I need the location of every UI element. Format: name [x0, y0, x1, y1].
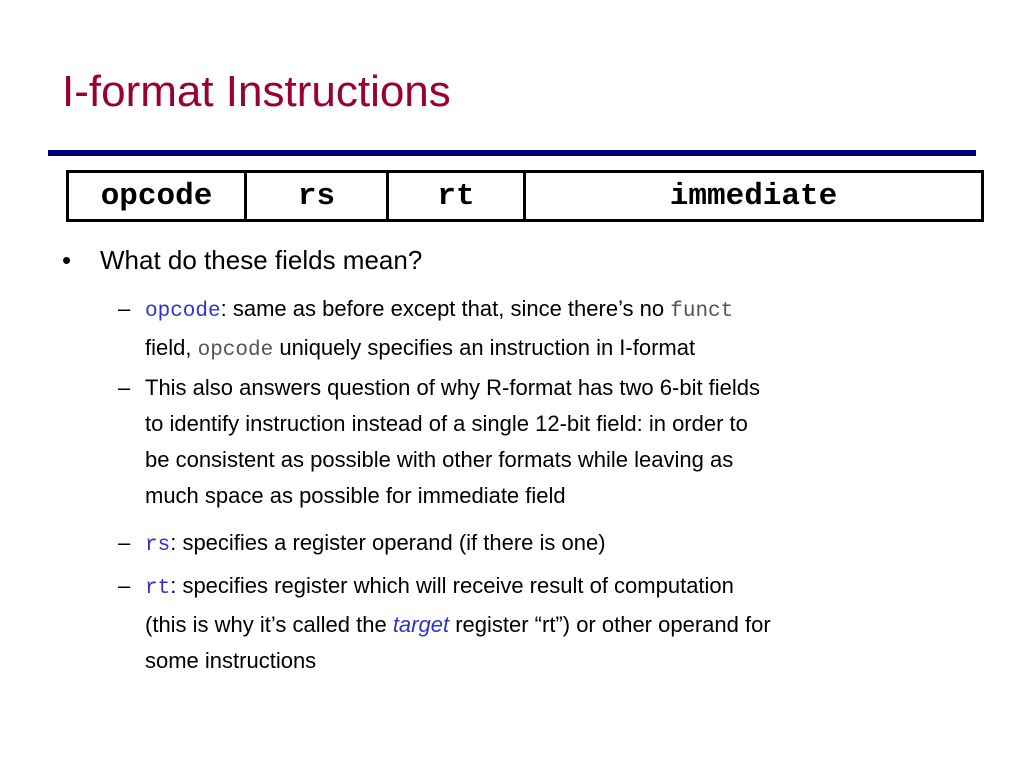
sub-item-text: : same as before except that, since there’s no [220, 296, 671, 321]
emphasis-target: target [392, 612, 450, 637]
main-bullet [62, 243, 422, 277]
sub-item-rs [118, 525, 978, 564]
sub-bullet-marker: – [118, 530, 131, 555]
field-opcode: opcode [100, 178, 213, 214]
sub-bullet-marker: – [118, 296, 131, 321]
sub-bullet-marker: – [118, 573, 131, 598]
sub-item-text: : specifies a register operand (if there is one) [170, 530, 606, 555]
term-rs: rs [145, 534, 171, 557]
sub-item-text: register “rt”) or other operand for [449, 612, 771, 637]
sub-item-text: uniquely specifies an instruction in I-format [273, 335, 696, 360]
bullet-marker: • [62, 245, 72, 275]
sub-item-text: (this is why it’s called the [145, 612, 393, 637]
slide-title: I-format Instructions [62, 67, 451, 116]
field-immediate: immediate [523, 173, 981, 219]
sub-item-line: to identify instruction instead of a single 12-bit field: in order to [145, 411, 748, 436]
field-rt: rt [386, 173, 523, 219]
title-divider [48, 150, 976, 156]
i-format-field-table [66, 170, 984, 222]
sub-item-explanation [118, 370, 978, 514]
sub-item-text: field, [145, 335, 198, 360]
sub-item-line: This also answers question of why R-format has two 6-bit fields [145, 375, 761, 400]
code-funct: funct [670, 300, 734, 323]
sub-bullet-marker: – [118, 375, 131, 400]
sub-item-line: some instructions [145, 648, 317, 673]
sub-item-opcode [118, 291, 978, 369]
term-opcode: opcode [145, 300, 221, 323]
main-bullet-text: What do these fields mean? [100, 245, 423, 275]
code-opcode: opcode [197, 339, 274, 362]
sub-item-text: : specifies register which will receive result of computation [170, 573, 734, 598]
term-rt: rt [145, 577, 171, 600]
sub-item-line: be consistent as possible with other formats while leaving as [145, 447, 734, 472]
sub-item-rt [118, 568, 978, 679]
field-rs: rs [244, 173, 386, 219]
sub-item-line: much space as possible for immediate field [145, 483, 566, 508]
